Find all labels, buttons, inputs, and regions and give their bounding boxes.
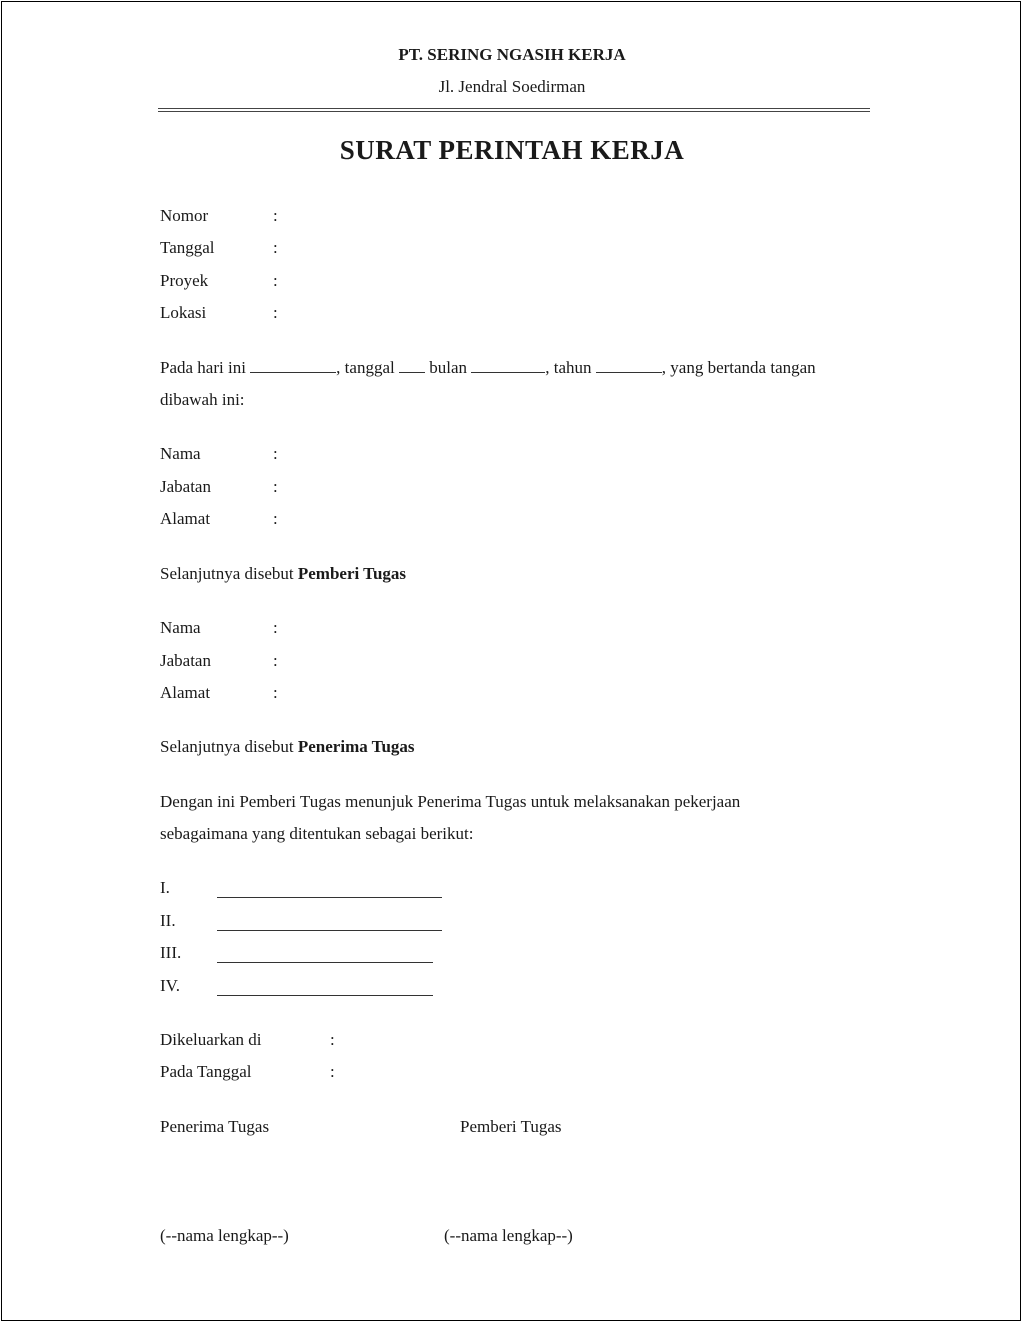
field-colon: : <box>273 271 278 290</box>
field-colon: : <box>273 509 278 528</box>
field-colon: : <box>273 477 278 496</box>
field-colon: : <box>273 618 278 637</box>
task-blank-line <box>217 897 442 898</box>
header-rule-bottom <box>158 111 870 112</box>
signature-receiver-name: (--nama lengkap--) <box>160 1226 289 1245</box>
task-numeral: IV. <box>160 976 180 995</box>
task-numeral: I. <box>160 878 170 897</box>
field-colon: : <box>273 303 278 322</box>
assignment-line-1: Dengan ini Pemberi Tugas menunjuk Penerima Tugas untuk melaksanakan pekerjaan <box>160 792 741 811</box>
intro-line-2: dibawah ini: <box>160 390 245 409</box>
blank-date <box>399 358 425 373</box>
company-name: PT. SERING NGASIH KERJA <box>398 45 626 64</box>
party2-designation <box>160 737 415 757</box>
designation-role: Pemberi Tugas <box>297 564 407 583</box>
task-blank-line <box>217 930 442 931</box>
field-label-nomor: Nomor <box>160 206 209 225</box>
field-label-proyek: Proyek <box>160 271 209 290</box>
party2-label-jabatan: Jabatan <box>160 651 211 670</box>
field-colon: : <box>273 683 278 702</box>
assignment-line-2: sebagaimana yang ditentukan sebagai berikut: <box>160 824 474 843</box>
intro-line-1 <box>160 358 816 378</box>
party2-label-nama: Nama <box>160 618 201 637</box>
blank-month <box>471 358 545 373</box>
party1-label-jabatan: Jabatan <box>160 477 211 496</box>
party1-designation <box>160 564 406 584</box>
signature-giver-name: (--nama lengkap--) <box>444 1226 573 1245</box>
signature-giver-label: Pemberi Tugas <box>460 1117 562 1136</box>
intro-text-bulan: bulan <box>429 358 467 377</box>
field-colon: : <box>330 1030 335 1049</box>
task-numeral: III. <box>160 943 182 962</box>
party2-label-alamat: Alamat <box>160 683 211 702</box>
party1-label-alamat: Alamat <box>160 509 211 528</box>
intro-text-signed: , yang bertanda tangan <box>661 358 816 377</box>
intro-text-hari: Pada hari ini <box>160 358 246 377</box>
task-numeral: II. <box>160 911 176 930</box>
task-blank-line <box>217 962 433 963</box>
party1-label-nama: Nama <box>160 444 201 463</box>
header-rule-top <box>158 108 870 109</box>
field-colon: : <box>273 651 278 670</box>
field-colon: : <box>330 1062 335 1081</box>
issued-date-label: Pada Tanggal <box>160 1062 252 1081</box>
signature-receiver-label: Penerima Tugas <box>160 1117 270 1136</box>
field-label-lokasi: Lokasi <box>160 303 207 322</box>
blank-year <box>596 358 662 373</box>
designation-prefix: Selanjutnya disebut <box>160 737 294 756</box>
task-blank-line <box>217 995 433 996</box>
blank-day <box>250 358 336 373</box>
field-label-tanggal: Tanggal <box>160 238 215 257</box>
document-title: SURAT PERINTAH KERJA <box>339 135 685 165</box>
designation-role: Penerima Tugas <box>297 737 415 756</box>
field-colon: : <box>273 206 278 225</box>
issued-place-label: Dikeluarkan di <box>160 1030 262 1049</box>
company-address: Jl. Jendral Soedirman <box>438 77 586 96</box>
intro-text-tanggal: , tanggal <box>336 358 395 377</box>
field-colon: : <box>273 238 278 257</box>
designation-prefix: Selanjutnya disebut <box>160 564 294 583</box>
field-colon: : <box>273 444 278 463</box>
intro-text-tahun: , tahun <box>545 358 592 377</box>
